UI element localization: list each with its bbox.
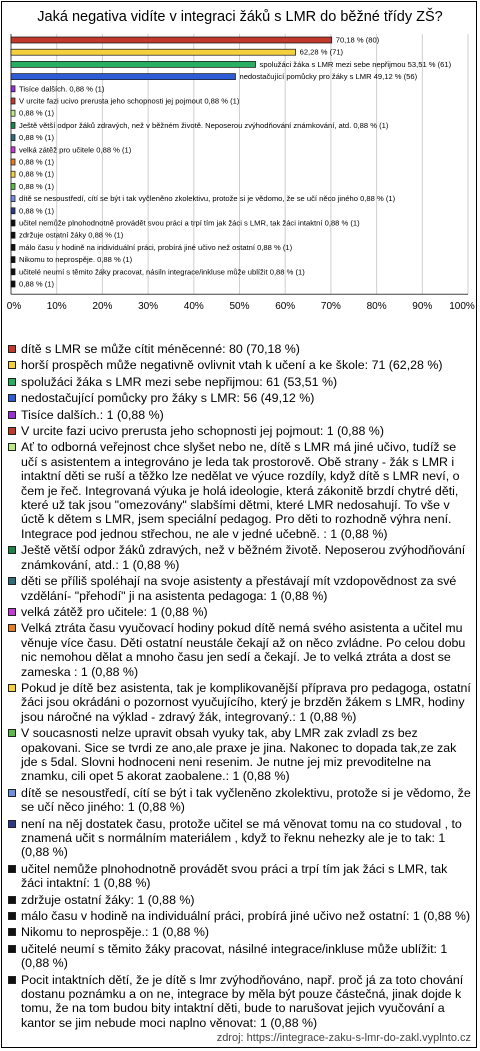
x-tick-label: 30% (138, 301, 159, 313)
legend-swatch (8, 912, 16, 920)
bar (11, 220, 15, 226)
bar-label: velká zátěž pro učitele 0,88 % (1) (19, 145, 132, 155)
x-tick-label: 50% (229, 301, 250, 313)
source-note: zdroj: https://integrace-zaku-s-lmr-do-zakl.vyplnto.cz (216, 1032, 471, 1044)
legend-item (8, 424, 472, 438)
x-tick-label: 90% (412, 301, 433, 313)
bar (11, 86, 15, 92)
bar (11, 49, 296, 55)
bar-label: Tisíce dalších. 0,88 % (1) (19, 84, 105, 94)
bar-label: V urcite fazi ucivo prerusta jeho schopnosti jej pojmout 0,88 % (1) (19, 96, 240, 106)
legend-label: Ještě větší odpor žáků zdravých, než v běžném životě. Neposerou zvýhodňování známkování, atd.: 1 (0,88 %) (21, 543, 466, 572)
legend-swatch (8, 624, 16, 632)
legend-item (8, 605, 472, 619)
x-tick-label: 80% (366, 301, 387, 313)
legend-swatch (8, 945, 16, 953)
bar (11, 257, 15, 263)
legend-swatch (8, 896, 16, 904)
legend-item (8, 358, 472, 372)
legend-item (8, 909, 472, 923)
bar (11, 171, 15, 177)
legend-label: zdržuje ostatní žáky: 1 (0,88 %) (21, 892, 195, 907)
x-tick-label: 0% (6, 301, 22, 313)
legend-label: nedostačující pomůcky pro žáky s LMR: 56 (49,12 %) (21, 391, 315, 406)
bar-label: 70,18 % (80) (335, 35, 380, 45)
legend-swatch (8, 684, 16, 692)
x-tick-label: 70% (320, 301, 341, 313)
bar-label: 0,88 % (1) (19, 108, 55, 118)
legend-label: není na něj dostatek času, protože učitel se má věnovat tomu na co studoval , to znamená učit s normálním materiálem , když to řeknu nehezky ale je to tak: 1 (0,88 %) (21, 816, 462, 860)
bar-label: nedostačující pomůcky pro žáky s LMR 49,12 % (56) (239, 72, 418, 82)
bar (11, 135, 15, 141)
legend-label: Pocit intaktních dětí, že je dítě s lmr zvýhodňováno, např. proč já za toto chování dostanu poznámku a on ne, integrace by měla být pouze částečná, jinak dojde k tomu, že na tom budou bity intaktní děti, bude to narušovat jejich vyučování a kantor se jim nebude moci naplno věnovat: 1 (0,88 %) (21, 972, 464, 1030)
legend-label: děti se příliš spoléhají na svoje asistenty a přestávají mít vzdopovědnost za své vzdělání- "přehodí" ji na asistenta pedagoga: 1 (0,88 %) (21, 574, 457, 603)
bar (11, 196, 15, 202)
legend-label: Tisíce dalších.: 1 (0,88 %) (21, 407, 164, 422)
legend-item (8, 786, 472, 815)
legend-swatch (8, 345, 16, 353)
bar (11, 61, 256, 67)
legend-label: málo času v hodině na individuální práci, probírá jiné učivo než ostatní: 1 (0,88 %) (21, 909, 471, 924)
legend-swatch (8, 378, 16, 386)
x-tick-label: 100% (449, 301, 475, 313)
legend-swatch (8, 411, 16, 419)
bar-label: 0,88 % (1) (19, 206, 55, 216)
legend-item (8, 440, 472, 541)
bar-label: 0,88 % (1) (19, 279, 55, 289)
x-tick-label: 40% (183, 301, 204, 313)
legend-item (8, 391, 472, 405)
legend-swatch (8, 789, 16, 797)
bar (11, 159, 15, 165)
x-axis-ticks (7, 301, 475, 312)
legend-label: Nikomu to neprospěje.: 1 (0,88 %) (21, 925, 210, 940)
legend-swatch (8, 976, 16, 984)
legend-label: V soucasnosti nelze upravit obsah vyuky tak, aby LMR zak zvladl zs bez opakovani. Sice se tvrdi ze ano,ale praxe je jina. Nakonec to dopada tak,ze zak jde s 5dal. Slovni hodnoceni neni resenim. Je nutne jej miz prevoditelne na znamku, cili opet 5 akorat zaobalene.: 1 (0,88 %) (21, 726, 457, 784)
legend-label: spolužáci žáka s LMR mezi sebe nepřijmou: 61 (53,51 %) (21, 374, 338, 389)
bar (11, 232, 15, 238)
legend-item (8, 893, 472, 907)
legend-swatch (8, 820, 16, 828)
legend-item (8, 543, 472, 572)
legend-item (8, 621, 472, 679)
bar (11, 244, 15, 250)
legend-item (8, 726, 472, 784)
legend-swatch (8, 546, 16, 554)
bar-label: učitel nemůže plnohodnotně provádět svou práci a trpí tím jak žáci s LMR, tak žáci intaktní 0,88 % (1) (19, 218, 360, 228)
legend-item (8, 408, 472, 422)
legend-label: velká zátěž pro učitele: 1 (0,88 %) (21, 604, 208, 619)
bar-chart (0, 0, 480, 338)
bar-label: 0,88 % (1) (19, 169, 55, 179)
bars (11, 36, 452, 289)
legend-swatch (8, 928, 16, 936)
legend-label: horší prospěch může negativně ovlivnit vtah k učení a ke škole: 71 (62,28 %) (21, 358, 443, 373)
bar-label: dítě se nesoustředí, cítí se být i tak vyčleněno zkolektivu, protože si je vědomo, že se učí něco jiného 0,88 % (1) (19, 194, 396, 204)
legend-swatch (8, 729, 16, 737)
bar-label: 62,28 % (71) (299, 47, 344, 57)
bar (11, 37, 332, 43)
legend-item (8, 817, 472, 860)
legend-item (8, 973, 472, 1031)
legend (8, 342, 472, 1032)
legend-label: učitel nemůže plnohodnotně provádět svou práci a trpí tím jak žáci s LMR, tak žáci intaktní: 1 (0,88 %) (21, 861, 448, 891)
bar (11, 74, 235, 80)
bar (11, 208, 15, 214)
legend-item (8, 862, 472, 891)
x-tick-label: 20% (92, 301, 113, 313)
bar (11, 183, 15, 189)
legend-item (8, 942, 472, 971)
chart-title: Jaká negativa vidíte v integraci žáků s LMR do běžné třídy ZŠ? (37, 9, 443, 25)
bar (11, 122, 15, 128)
legend-swatch (8, 865, 16, 873)
legend-label: učitelé neumí s těmito žáky pracovat, násilné integrace/inkluse může ublížit: 1 (0,88 %) (21, 941, 448, 971)
bar-label: zdržuje ostatní žáky 0,88 % (1) (19, 230, 124, 240)
bar-label: učitelé neumí s těmito žáky pracovat, násiln integrace/inkluse může ublížit 0,88 % (1) (19, 267, 305, 277)
legend-swatch (8, 577, 16, 585)
legend-swatch (8, 394, 16, 402)
legend-label: Pokud je dítě bez asistenta, tak je komplikovanější příprava pro pedagoga, ostatní žáci jsou okrádáni o pozornost vyučujícího, který je brzděn žákem s LMR, hodiny jsou náročné na výklad - zdravý žák, integrovaný.: 1 (0,88 %) (21, 680, 471, 724)
bar (11, 281, 15, 287)
x-tick-label: 60% (275, 301, 296, 313)
legend-label: dítě s LMR se může cítit méněcenné: 80 (70,18 %) (21, 342, 300, 356)
bar (11, 98, 15, 104)
legend-item (8, 681, 472, 724)
bar (11, 110, 15, 116)
bar-label: 0,88 % (1) (19, 157, 55, 167)
bar (11, 269, 15, 275)
legend-label: Ať to odborná veřejnost chce slyšet nebo ne, dítě s LMR má jiné učivo, tudíž se učí s asistentem a integrováno je leda tak prostorově. Obě strany - žák s LMR i intaktní děti se ruší a těžko lze nedělat ve výuce rozdíly, když dítě s LMR neví, o čem je řeč. Integrovaná výuka je holá ideologie, která zákonitě brzdí chytré děti, které už tak jsou "omezovány" slabšími dětmi, které LMR nedosahují. To vše v úctě k dětem s LMR, jsem speciální pedagog. Pro děti to rozhodně výhra není. Integrace pod jednou střechou, ne ale v jedné učebně. : 1 (0,88 %) (21, 440, 460, 541)
legend-swatch (8, 608, 16, 616)
bar-label: 0,88 % (1) (19, 133, 55, 143)
legend-item (8, 574, 472, 603)
bar (11, 147, 15, 153)
bar-label: spolužáci žáka s LMR mezi sebe nepřijmou 53,51 % (61) (259, 59, 452, 69)
legend-swatch (8, 443, 16, 451)
legend-item (8, 375, 472, 389)
bar-label: Ještě větší odpor žáků zdravých, než v běžném životě. Neposerou zvýhodňování známkování, atd. 0,88 % (1) (19, 120, 389, 130)
legend-swatch (8, 361, 16, 369)
legend-label: Velká ztráta času vyučovací hodiny pokud dítě nemá svého asistenta a učitel mu věnuje více času. Děti ostatní neustále čekají až on něco zvládne. Po celou dobu nic nemohou dělat a mnoho času jen sedí a čekají. Je to velká ztráta a dost se zameska : 1 (0,88 %) (21, 621, 466, 679)
legend-label: dítě se nesoustředí, cítí se být i tak vyčleněno zkolektivu, protože si je vědomo, že se učí něco jiného: 1 (0,88 %) (21, 785, 471, 815)
legend-item (8, 342, 472, 356)
legend-swatch (8, 427, 16, 435)
bar-label: málo času v hodině na individuální práci, probírá jiné učivo než ostatní 0,88 % (1) (19, 242, 293, 252)
x-tick-label: 10% (46, 301, 67, 313)
bar-label: Nikomu to neprospěje. 0,88 % (1) (19, 255, 133, 265)
legend-item (8, 925, 472, 939)
bar-label: 0,88 % (1) (19, 181, 55, 191)
legend-label: V urcite fazi ucivo prerusta jeho schopnosti jej pojmout: 1 (0,88 %) (21, 424, 384, 439)
